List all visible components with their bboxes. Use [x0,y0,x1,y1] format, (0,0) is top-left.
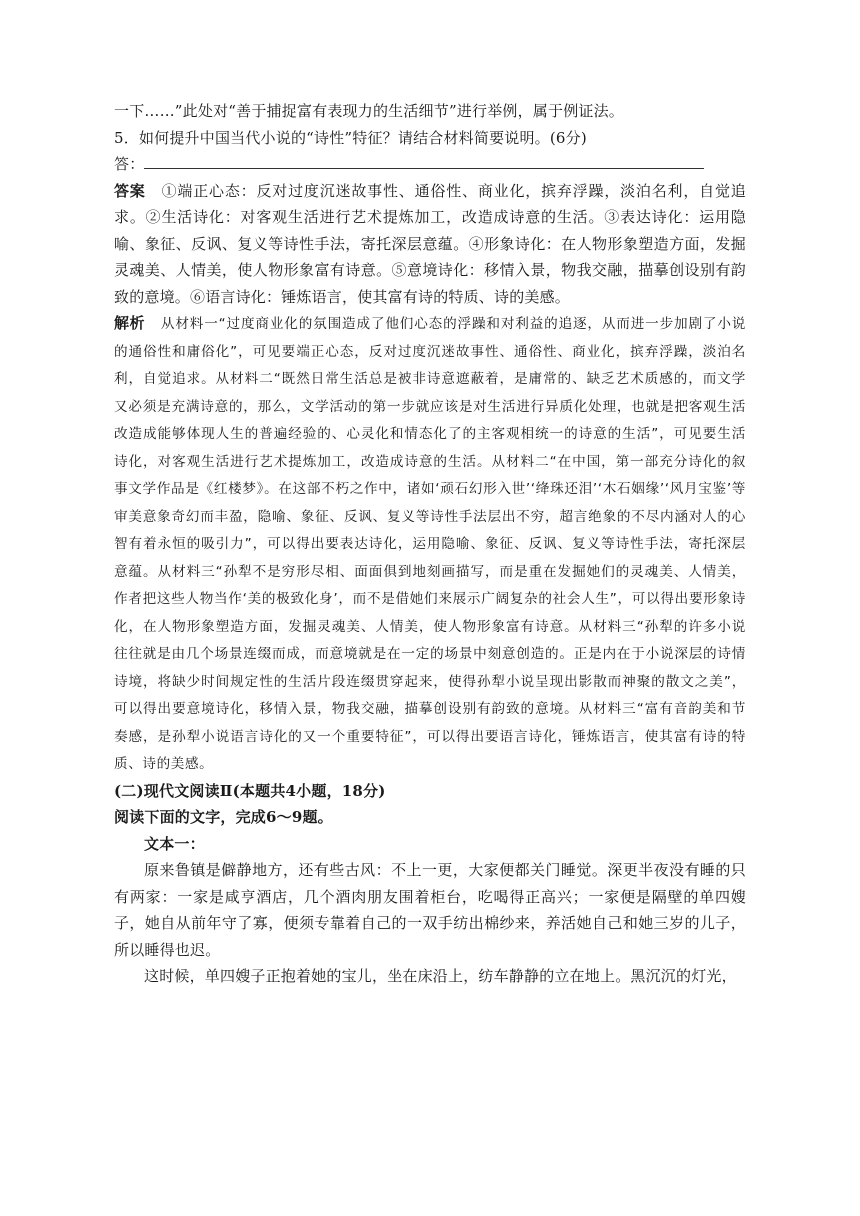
answer-paragraph [114,178,746,311]
analysis-label: 解析 [114,314,145,332]
section-heading: (二)现代文阅读Ⅱ(本题共4小题，18分) [114,781,386,800]
question-5: 5．如何提升中国当代小说的“诗性”特征？请结合材料简要说明。(6分) [114,128,587,147]
analysis-text: 从材料一“过度商业化的氛围造成了他们心态的浮躁和对利益的追逐，从而进一步加剧了小说的通俗性和庸俗化”，可见要端正心态，反对过度沉迷故事性、通俗性、商业化，摈弃浮躁，淡泊名利，自觉追求。从材料二“既然日常生活总是被非诗意遮蔽着，是庸常的、缺乏艺术质感的，而文学又必须是充满诗意的，那么，文学活动的第一步就应该是对生活进行异质化处理，也就是把客观生活改造成能够体现人生的普遍经验的、心灵化和情态化了的主客观相统一的诗意的生活”，可见要生活诗化，对客观生活进行艺术提炼加工，改造成诗意的生活。从材料二“在中国，第一部充分诗化的叙事文学作品是《红楼梦》。在这部不朽之作中，诸如‘顽石幻形入世’‘绛珠还泪’‘木石姻缘’‘风月宝鉴’等审美意象奇幻而丰盈，隐喻、象征、反讽、复义等诗性手法层出不穷，超言绝象的不尽内涵对人的心智有着永恒的吸引力”，可以得出要表达诗化，运用隐喻、象征、反讽、复义等诗性手法，寄托深层意蕴。从材料三“孙犁不是穷形尽相、面面俱到地刻画描写，而是重在发掘她们的灵魂美、人情美，作者把这些人物当作‘美的极致化身’，而不是借她们来展示广阔复杂的社会人生”，可以得出要形象诗化，在人物形象塑造方面，发掘灵魂美、人情美，使人物形象富有诗意。从材料三“孙犁的许多小说往往就是由几个场景连缀而成，而意境就是在一定的场景中刻意创造的。正是内在于小说深层的诗情诗境，将缺少时间规定性的生活片段连缀贯穿起来，使得孙犁小说呈现出影散而神聚的散文之美”，可以得出要意境诗化，移情入景，物我交融，描摹创设别有韵致的意境。从材料三“富有音韵美和节奏感，是孙犁小说语言诗化的又一个重要特征”，可以得出要语言诗化，锤炼语言，使其富有诗的特质、诗的美感。 [114,316,746,772]
story-paragraph-2: 这时候，单四嫂子正抱着她的宝儿，坐在床沿上，纺车静静的立在地上。黑沉沉的灯光， [144,967,737,985]
answer-line-row [114,151,746,178]
answer-text: ①端正心态：反对过度沉迷故事性、通俗性、商业化，摈弃浮躁，淡泊名利，自觉追求。②生活诗化：对客观生活进行艺术提炼加工，改造成诗意的生活。③表达诗化：运用隐喻、象征、反讽、复义等诗性手法，寄托深层意蕴。④形象诗化：在人物形象塑造方面，发掘灵魂美、人情美，使人物形象富有诗意。⑤意境诗化：移情入景，物我交融，描摹创设别有韵致的意境。⑥语言诗化：锤炼语言，使其富有诗的特质、诗的美感。 [114,181,746,306]
document-page [114,98,746,990]
answer-prefix: 答： [114,155,145,173]
answer-label: 答案 [114,181,146,200]
text1-label: 文本一： [144,834,205,853]
analysis-paragraph [114,310,746,778]
answer-blank-line [144,152,704,169]
intro-tail-text: 一下……”此处对“善于捕捉富有表现力的生活细节”进行举例，属于例证法。 [114,102,625,120]
story-paragraph-1: 原来鲁镇是僻静地方，还有些古风：不上一更，大家便都关门睡觉。深更半夜没有睡的只有两家：一家是咸亨酒店，几个酒肉朋友围着柜台，吃喝得正高兴；一家便是隔壁的单四嫂子，她自从前年守了寡，便须专靠着自己的一双手纺出棉纱来，养活她自己和她三岁的儿子，所以睡得也迟。 [114,861,746,959]
reading-instruction: 阅读下面的文字，完成6～9题。 [114,808,333,826]
